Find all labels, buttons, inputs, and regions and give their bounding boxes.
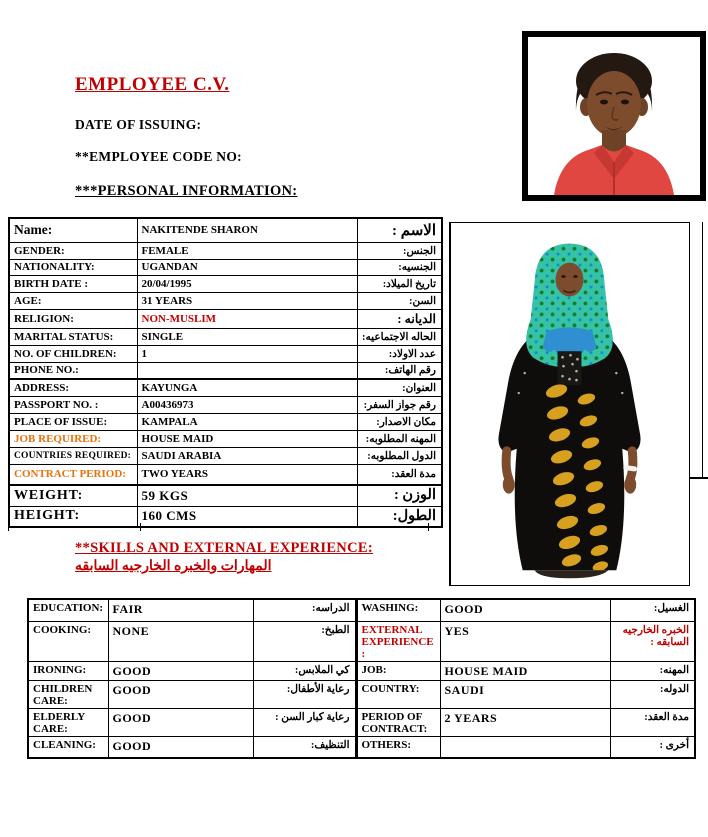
table-row bbox=[28, 661, 695, 680]
employee-code-label: **EMPLOYEE CODE NO: bbox=[75, 149, 242, 164]
table-row bbox=[9, 218, 442, 242]
field-label: WEIGHT: bbox=[9, 485, 137, 506]
table-row bbox=[28, 599, 695, 621]
headshot-illustration bbox=[528, 37, 700, 195]
field-value: UGANDAN bbox=[137, 259, 357, 275]
field-label: JOB REQUIRED: bbox=[9, 430, 137, 447]
field-label: RELIGION: bbox=[9, 309, 137, 328]
skill-value: GOOD bbox=[108, 661, 253, 680]
field-value bbox=[137, 362, 357, 379]
skill-value bbox=[440, 736, 610, 758]
table-row bbox=[9, 379, 442, 396]
skill-label: IRONING: bbox=[28, 661, 108, 680]
field-value: SINGLE bbox=[137, 328, 357, 345]
skill-value: HOUSE MAID bbox=[440, 661, 610, 680]
table-border-stub bbox=[8, 523, 9, 531]
table-row bbox=[9, 362, 442, 379]
skill-label-arabic: الدراسه: bbox=[253, 599, 356, 621]
field-label: Name: bbox=[9, 218, 137, 242]
field-value: 31 YEARS bbox=[137, 292, 357, 309]
skills-table bbox=[27, 598, 696, 759]
field-value: 160 CMS bbox=[137, 506, 357, 527]
field-label: NATIONALITY: bbox=[9, 259, 137, 275]
personal-information-heading: ***PERSONAL INFORMATION: bbox=[75, 183, 298, 199]
skill-label-arabic: الغسيل: bbox=[610, 599, 695, 621]
headshot-photo bbox=[522, 31, 706, 201]
table-row bbox=[9, 259, 442, 275]
skill-label: CLEANING: bbox=[28, 736, 108, 758]
field-label-arabic: الجنس: bbox=[357, 242, 442, 259]
table-border-stub bbox=[140, 523, 141, 531]
field-label-arabic: العنوان: bbox=[357, 379, 442, 396]
field-label: CONTRACT PERIOD: bbox=[9, 464, 137, 485]
field-value: SAUDI ARABIA bbox=[137, 447, 357, 464]
skill-label: CHILDREN CARE: bbox=[28, 680, 108, 708]
table-row bbox=[9, 345, 442, 362]
field-label-arabic: رقم الهاتف: bbox=[357, 362, 442, 379]
field-label: PLACE OF ISSUE: bbox=[9, 413, 137, 430]
field-label: COUNTRIES REQUIRED: bbox=[9, 447, 137, 464]
field-value: HOUSE MAID bbox=[137, 430, 357, 447]
skill-value: 2 YEARS bbox=[440, 708, 610, 736]
skill-label-arabic: الدوله: bbox=[610, 680, 695, 708]
field-label: PHONE NO.: bbox=[9, 362, 137, 379]
table-row bbox=[9, 292, 442, 309]
field-value: 20/04/1995 bbox=[137, 275, 357, 292]
skill-label: JOB: bbox=[356, 661, 440, 680]
skill-label-arabic: مدة العقد: bbox=[610, 708, 695, 736]
table-row bbox=[28, 736, 695, 758]
field-label-arabic: رقم جواز السفر: bbox=[357, 396, 442, 413]
table-row bbox=[9, 447, 442, 464]
skill-label: EXTERNAL EXPERIENCE : bbox=[356, 621, 440, 661]
skill-label: COOKING: bbox=[28, 621, 108, 661]
field-value: 1 bbox=[137, 345, 357, 362]
table-row bbox=[28, 708, 695, 736]
skill-label: WASHING: bbox=[356, 599, 440, 621]
skill-value: GOOD bbox=[108, 708, 253, 736]
field-value: KAMPALA bbox=[137, 413, 357, 430]
field-value: A00436973 bbox=[137, 396, 357, 413]
table-row bbox=[9, 328, 442, 345]
skill-label-arabic: المهنه: bbox=[610, 661, 695, 680]
field-label-arabic: مدة العقد: bbox=[357, 464, 442, 485]
table-row bbox=[28, 621, 695, 661]
skill-value: NONE bbox=[108, 621, 253, 661]
field-label-arabic: الوزن : bbox=[357, 485, 442, 506]
skill-label-arabic: الخبره الخارجيه السابقه : bbox=[610, 621, 695, 661]
table-row bbox=[9, 506, 442, 527]
skill-label-arabic: التنظيف: bbox=[253, 736, 356, 758]
photo-table-edge-line bbox=[702, 222, 703, 478]
personal-info-table bbox=[8, 217, 443, 528]
field-value: KAYUNGA bbox=[137, 379, 357, 396]
field-label: BIRTH DATE : bbox=[9, 275, 137, 292]
field-label-arabic: عدد الاولاد: bbox=[357, 345, 442, 362]
field-value: NON-MUSLIM bbox=[137, 309, 357, 328]
skill-value: FAIR bbox=[108, 599, 253, 621]
field-label: ADDRESS: bbox=[9, 379, 137, 396]
field-label-arabic: المهنه المطلوبه: bbox=[357, 430, 442, 447]
table-row bbox=[9, 275, 442, 292]
table-row bbox=[9, 309, 442, 328]
field-label-arabic: مكان الاصدار: bbox=[357, 413, 442, 430]
field-label: GENDER: bbox=[9, 242, 137, 259]
skills-heading-en: **SKILLS AND EXTERNAL EXPERIENCE: bbox=[75, 540, 373, 556]
field-label: AGE: bbox=[9, 292, 137, 309]
skill-value: GOOD bbox=[440, 599, 610, 621]
skill-value: GOOD bbox=[108, 736, 253, 758]
field-label-arabic: الدول المطلوبه: bbox=[357, 447, 442, 464]
skill-label: COUNTRY: bbox=[356, 680, 440, 708]
table-row bbox=[9, 396, 442, 413]
field-label-arabic: الطول: bbox=[357, 506, 442, 527]
field-value: 59 KGS bbox=[137, 485, 357, 506]
table-border-stub bbox=[428, 523, 429, 531]
skill-label: ELDERLY CARE: bbox=[28, 708, 108, 736]
field-label-arabic: الجنسيه: bbox=[357, 259, 442, 275]
skill-label-arabic: الطبخ: bbox=[253, 621, 356, 661]
skill-label: EDUCATION: bbox=[28, 599, 108, 621]
field-label: NO. OF CHILDREN: bbox=[9, 345, 137, 362]
full-body-illustration bbox=[451, 223, 689, 585]
skill-value: SAUDI bbox=[440, 680, 610, 708]
field-label: HEIGHT: bbox=[9, 506, 137, 527]
table-row bbox=[9, 430, 442, 447]
skill-value: GOOD bbox=[108, 680, 253, 708]
full-body-photo bbox=[449, 222, 690, 586]
table-row bbox=[9, 242, 442, 259]
skill-label-arabic: رعاية كبار السن : bbox=[253, 708, 356, 736]
skills-heading-ar: المهارات والخبره الخارجيه السابقه bbox=[75, 559, 272, 574]
table-row bbox=[9, 413, 442, 430]
field-value: FEMALE bbox=[137, 242, 357, 259]
skill-label-arabic: رعاية الأطفال: bbox=[253, 680, 356, 708]
field-value: TWO YEARS bbox=[137, 464, 357, 485]
skill-value: YES bbox=[440, 621, 610, 661]
field-label-arabic: الديانه : bbox=[357, 309, 442, 328]
skill-label-arabic: كي الملابس: bbox=[253, 661, 356, 680]
field-label: PASSPORT NO. : bbox=[9, 396, 137, 413]
field-label-arabic: الاسم : bbox=[357, 218, 442, 242]
date-of-issuing-label: DATE OF ISSUING: bbox=[75, 117, 202, 132]
field-value: NAKITENDE SHARON bbox=[137, 218, 357, 242]
table-row bbox=[28, 680, 695, 708]
skill-label-arabic: أخرى : bbox=[610, 736, 695, 758]
table-row bbox=[9, 485, 442, 506]
field-label-arabic: تاريخ الميلاد: bbox=[357, 275, 442, 292]
skill-label: PERIOD OF CONTRACT: bbox=[356, 708, 440, 736]
skills-heading bbox=[75, 540, 373, 575]
field-label-arabic: الحاله الاجتماعيه: bbox=[357, 328, 442, 345]
table-row bbox=[9, 464, 442, 485]
field-label: MARITAL STATUS: bbox=[9, 328, 137, 345]
photo-table-edge-line bbox=[689, 477, 708, 479]
skill-label: OTHERS: bbox=[356, 736, 440, 758]
page-title: EMPLOYEE C.V. bbox=[75, 74, 230, 95]
field-label-arabic: السن: bbox=[357, 292, 442, 309]
